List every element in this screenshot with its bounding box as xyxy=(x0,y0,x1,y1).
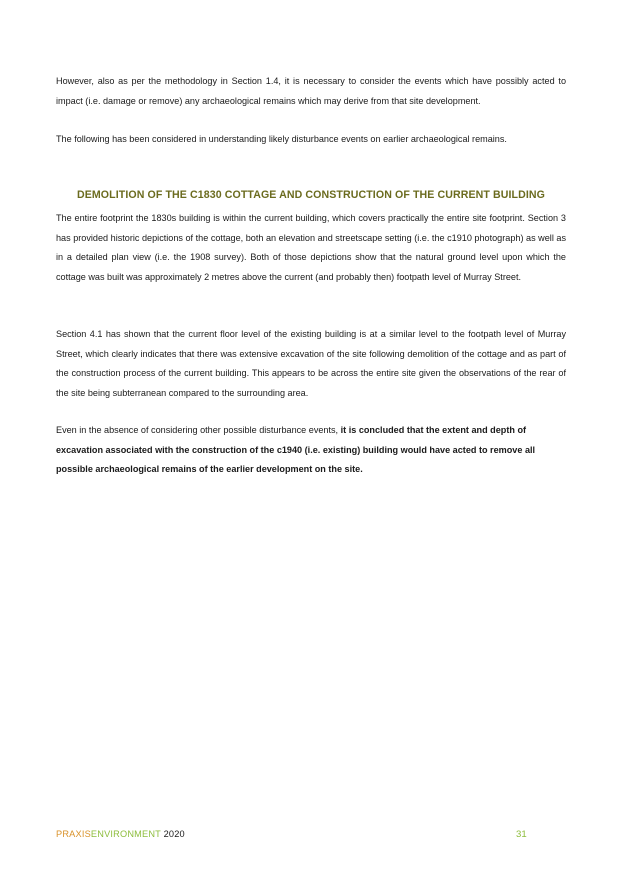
footer-brand xyxy=(56,829,185,839)
conclusion-intro-text: Even in the absence of considering other possible disturbance events, xyxy=(56,425,341,435)
footer-brand-praxis: PRAXIS xyxy=(56,829,91,839)
paragraph-methodology: However, also as per the methodology in Section 1.4, it is necessary to consider the events which have possibly acted to impact (i.e. damage or remove) any archaeological remains which may derive from that site development. xyxy=(56,76,566,106)
conclusion-bold-text: it is concluded that the extent and depth of excavation associated with the construction of the c1940 (i.e. existing) building would have acted to remove all possible archaeological remains of the earlier development on the site. xyxy=(56,425,536,475)
paragraph-excavation: Section 4.1 has shown that the current floor level of the existing building is at a similar level to the footpath level of Murray Street, which clearly indicates that there was extensive excavation of the site following demolition of the cottage and as part of the construction process of the current building. This appears to be across the entire site given the observations of the rear of the site being subterranean compared to the surrounding area. xyxy=(56,329,566,398)
paragraph-disturbance-intro: The following has been considered in understanding likely disturbance events on earlier archaeological remains. xyxy=(56,134,507,144)
paragraph-cottage-footprint: The entire footprint the 1830s building is within the current building, which covers practically the entire site footprint. Section 3 has provided historic depictions of the cottage, both an elevation and streetscape setting (i.e. the c1910 photograph) as well as in a detailed plan view (i.e. the 1908 survey). Both of those depictions show that the natural ground level upon which the cottage was built was approximately 2 metres above the current (and probably then) footpath level of Murray Street. xyxy=(56,213,566,282)
page-number: 31 xyxy=(516,829,527,840)
paragraph-conclusion xyxy=(56,421,566,480)
section-heading: DEMOLITION OF THE C1830 COTTAGE AND CONSTRUCTION OF THE CURRENT BUILDING xyxy=(76,189,546,201)
footer-brand-environment: ENVIRONMENT xyxy=(90,829,161,839)
footer-year: 2020 xyxy=(160,829,185,839)
